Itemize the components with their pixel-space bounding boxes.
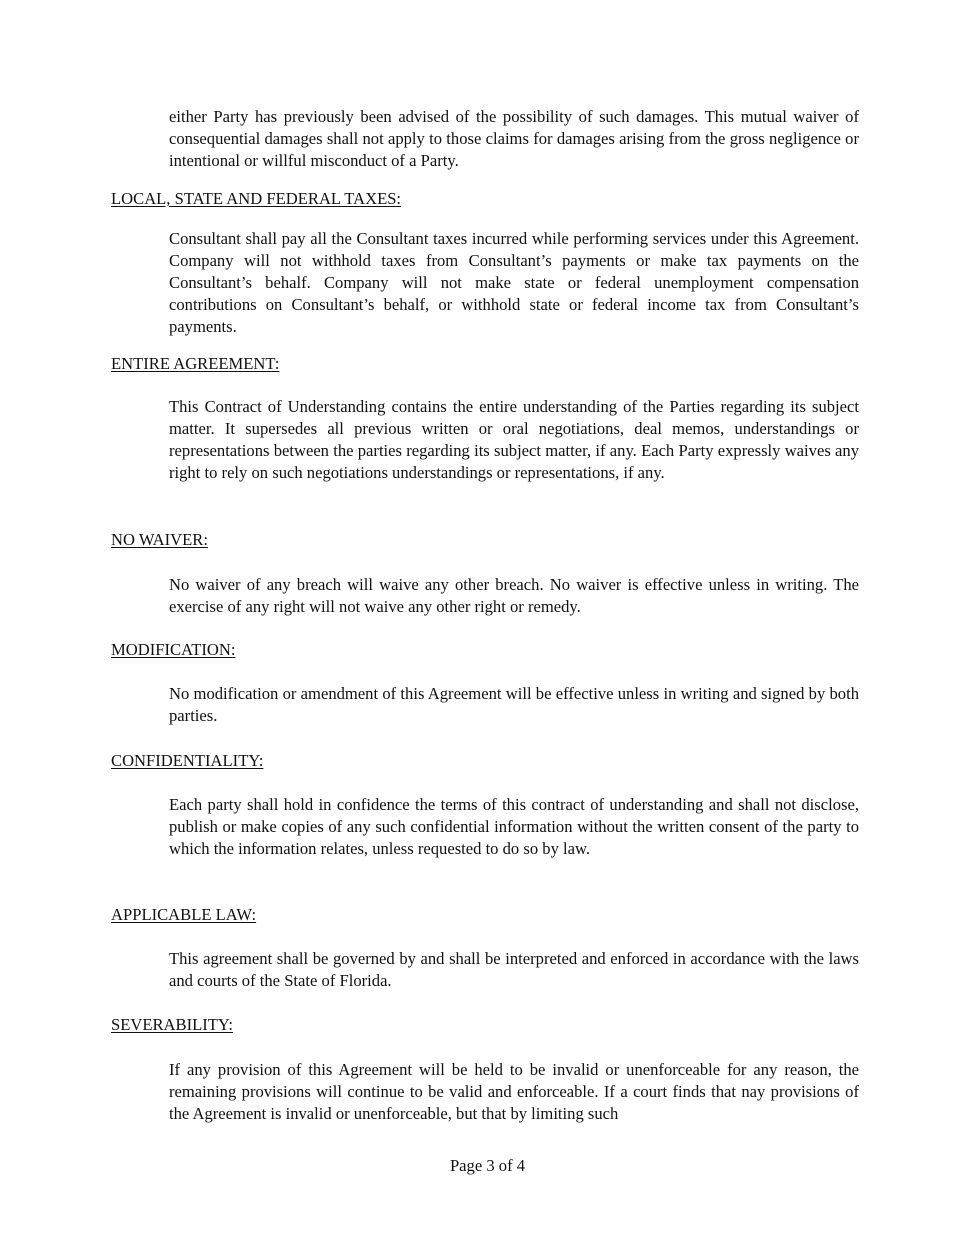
intro-paragraph: either Party has previously been advised of the possibility of such damages. This mutual waiver of consequential damages shall not apply to those claims for damages arising from the gross negligence or intentional or willful misconduct of a Party. bbox=[169, 107, 859, 170]
heading-taxes: LOCAL, STATE AND FEDERAL TAXES: bbox=[111, 189, 402, 208]
heading-applicable-law: APPLICABLE LAW: bbox=[111, 905, 257, 924]
heading-confidentiality: CONFIDENTIALITY: bbox=[111, 751, 264, 770]
paragraph-taxes: Consultant shall pay all the Consultant taxes incurred while performing services under this Agreement. Company will not withhold taxes from Consultant’s payments or make tax payments on the Consultant’s behalf. Company will not make state or federal unemployment compensation contributions on Consultant’s behalf, or withhold state or federal income tax from Consultant’s payments. bbox=[169, 229, 859, 336]
paragraph-applicable-law: This agreement shall be governed by and shall be interpreted and enforced in accordance with the laws and courts of the State of Florida. bbox=[169, 949, 859, 990]
paragraph-severability: If any provision of this Agreement will be held to be invalid or unenforceable for any reason, the remaining provisions will continue to be valid and enforceable. If a court finds that nay provisions of the Agreement is invalid or unenforceable, but that by limiting such bbox=[169, 1060, 859, 1123]
heading-entire-agreement: ENTIRE AGREEMENT: bbox=[111, 354, 280, 373]
paragraph-modification: No modification or amendment of this Agreement will be effective unless in writing and signed by both parties. bbox=[169, 684, 859, 725]
paragraph-confidentiality: Each party shall hold in confidence the terms of this contract of understanding and shall not disclose, publish or make copies of any such confidential information without the written consent of the party to which the information relates, unless requested to do so by law. bbox=[169, 795, 859, 858]
page-number: Page 3 of 4 bbox=[449, 1156, 526, 1175]
heading-modification: MODIFICATION: bbox=[111, 640, 236, 659]
heading-no-waiver: NO WAIVER: bbox=[111, 530, 208, 549]
heading-severability: SEVERABILITY: bbox=[111, 1015, 233, 1034]
paragraph-entire-agreement: This Contract of Understanding contains the entire understanding of the Parties regarding its subject matter. It supersedes all previous written or oral negotiations, deal memos, understandings or representations between the parties regarding its subject matter, if any. Each Party expressly waives any right to rely on such negotiations understandings or representations, if any. bbox=[169, 397, 859, 482]
paragraph-no-waiver: No waiver of any breach will waive any other breach. No waiver is effective unless in writing. The exercise of any right will not waive any other right or remedy. bbox=[169, 575, 859, 616]
